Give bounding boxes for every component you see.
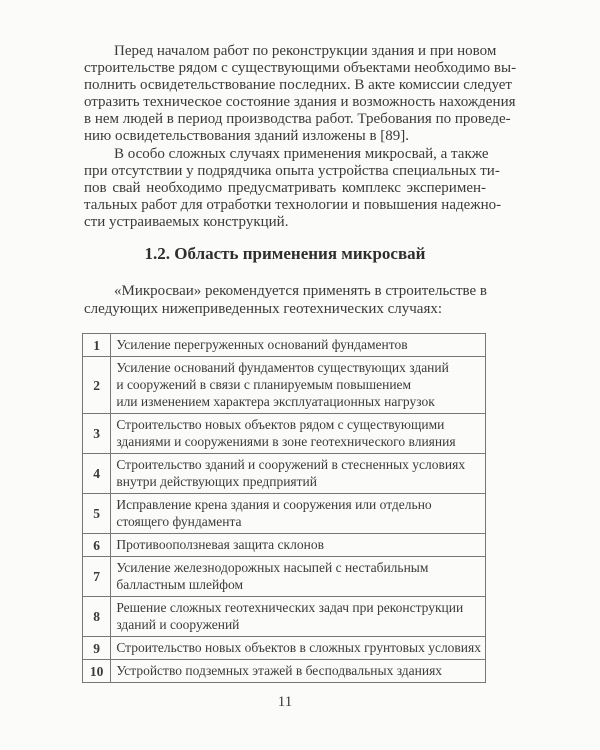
text-line: сти устраиваемых конструкций.	[84, 214, 289, 230]
row-text-line: Строительство новых объектов в сложных грунтовых условиях	[116, 640, 481, 655]
table-row	[83, 334, 486, 357]
paragraph-intro-list	[84, 282, 486, 318]
row-text-line: зданий и сооружений	[116, 617, 240, 632]
row-number: 10	[83, 660, 111, 683]
row-number: 9	[83, 637, 111, 660]
section-heading: 1.2. Область применения микросвай	[144, 244, 426, 263]
row-number: 5	[83, 494, 111, 534]
text-line: в нем людей в период производства работ. Требования по проведе-	[84, 111, 511, 127]
applications-table	[82, 333, 486, 683]
table-row	[83, 597, 486, 637]
row-number: 3	[83, 414, 111, 454]
text-line: пов свай необходимо предусматривать комплекс эксперимен-	[84, 180, 486, 196]
text-line: «Микросваи» рекомендуется применять в строительстве в	[114, 283, 487, 299]
page-number: 11	[277, 694, 293, 710]
text-line: нию освидетельствования зданий изложены в [89].	[84, 128, 410, 144]
row-text-line: Строительство новых объектов рядом с существующими	[116, 417, 445, 432]
row-text	[111, 334, 486, 357]
row-text	[111, 494, 486, 534]
table-row	[83, 534, 486, 557]
row-text-line: Усиление оснований фундаментов существующих зданий	[116, 360, 449, 375]
row-text	[111, 357, 486, 414]
table-row	[83, 494, 486, 534]
row-text-line: или изменением характера эксплуатационных нагрузок	[116, 394, 435, 409]
row-text-line: Противооползневая защита склонов	[116, 537, 324, 552]
row-number: 2	[83, 357, 111, 414]
text-line: следующих нижеприведенных геотехнических случаях:	[84, 301, 443, 317]
text-line: тальных работ для отработки технологии и повышения надежно-	[84, 197, 502, 213]
text-line: при отсутствии у подрядчика опыта устройства специальных ти-	[84, 163, 500, 179]
paragraph-survey	[84, 43, 517, 145]
applications-table-body	[83, 334, 486, 683]
table-row	[83, 637, 486, 660]
row-text-line: Исправление крена здания и сооружения или отдельно	[116, 497, 432, 512]
table-row	[83, 660, 486, 683]
table-row	[83, 414, 486, 454]
row-text-line: внутри действующих предприятий	[116, 474, 317, 489]
row-number: 4	[83, 454, 111, 494]
table-row	[83, 557, 486, 597]
row-text	[111, 534, 486, 557]
row-text-line: Решение сложных геотехнических задач при реконструкции	[116, 600, 464, 615]
row-text-line: балластным шлейфом	[116, 577, 244, 592]
row-text-line: Усиление перегруженных оснований фундаментов	[116, 337, 408, 352]
text-line: отразить техническое состояние здания и возможность нахождения	[84, 94, 516, 110]
row-number: 6	[83, 534, 111, 557]
row-text-line: Строительство зданий и сооружений в стесненных условиях	[116, 457, 466, 472]
table-row	[83, 357, 486, 414]
table-row	[83, 454, 486, 494]
text-line: полнить освидетельствование последних. В акте комиссии следует	[84, 77, 512, 93]
row-text	[111, 454, 486, 494]
row-text	[111, 637, 486, 660]
row-text-line: зданиями и сооружениями в зоне геотехнического влияния	[116, 434, 456, 449]
text-line: Перед началом работ по реконструкции здания и при новом	[114, 43, 497, 59]
row-text	[111, 557, 486, 597]
row-text	[111, 414, 486, 454]
row-number: 1	[83, 334, 111, 357]
row-text	[111, 660, 486, 683]
text-line: В особо сложных случаях применения микросвай, а также	[114, 146, 489, 162]
row-text-line: Усиление железнодорожных насыпей с нестабильным	[116, 560, 429, 575]
row-text	[111, 597, 486, 637]
paragraph-experimental-works	[84, 146, 502, 231]
row-number: 8	[83, 597, 111, 637]
row-text-line: стоящего фундамента	[116, 514, 242, 529]
row-text-line: и сооружений в связи с планируемым повышением	[116, 377, 412, 392]
row-text-line: Устройство подземных этажей в бесподвальных зданиях	[116, 663, 443, 678]
row-number: 7	[83, 557, 111, 597]
text-line: строительстве рядом с существующими объектами необходимо вы-	[84, 60, 517, 76]
